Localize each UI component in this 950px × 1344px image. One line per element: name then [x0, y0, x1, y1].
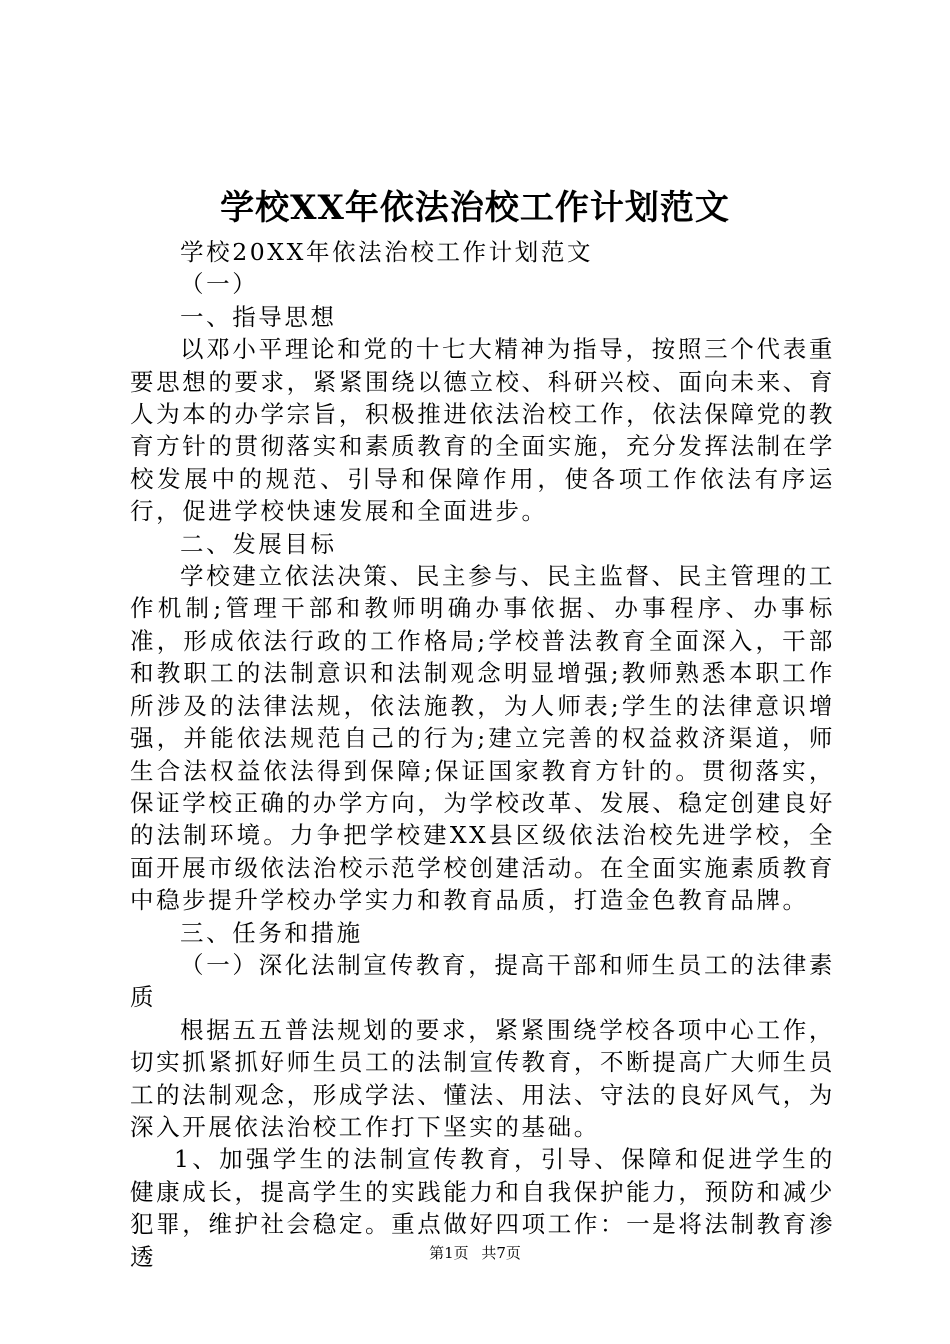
page-number: 第1页	[429, 1244, 469, 1262]
body-paragraph: 1、加强学生的法制宣传教育，引导、保障和促进学生的健康成长，提高学生的实践能力和自我保护能力，预防和减少犯罪，维护社会稳定。重点做好四项工作：一是将法制教育渗透	[130, 1145, 835, 1271]
section-heading: 一、指导思想	[180, 302, 337, 331]
page-footer	[0, 1243, 950, 1263]
document-body	[130, 236, 835, 1273]
page-total: 共7页	[481, 1244, 521, 1262]
body-paragraph: 学校建立依法决策、民主参与、民主监督、民主管理的工作机制;管理干部和教师明确办事依据、办事程序、办事标准，形成依法行政的工作格局;学校普法教育全面深入，干部和教职工的法制意识和法制观念明显增强;教师熟悉本职工作所涉及的法律法规，依法施教，为人师表;学生的法律意识增强，并能依法规范自己的行为;建立完善的权益救济渠道，师生合法权益依法得到保障;保证国家教育方针的。贯彻落实，保证学校正确的办学方向，为学校改革、发展、稳定创建良好的法制环境。力争把学校建XX县区级依法治校先进学校，全面开展市级依法治校示范学校创建活动。在全面实施素质教育中稳步提升学校办学实力和教育品质，打造金色教育品牌。	[130, 562, 835, 915]
subtitle-paragraph: 学校20XX年依法治校工作计划范文	[180, 238, 594, 266]
subsection-heading: （一）深化法制宣传教育，提高干部和师生员工的法律素质	[130, 950, 835, 1012]
body-paragraph: 根据五五普法规划的要求，紧紧围绕学校各项中心工作，切实抓紧抓好师生员工的法制宣传教育，不断提高广大师生员工的法制观念，形成学法、懂法、用法、守法的良好风气，为深入开展依法治校工作打下坚实的基础。	[130, 1015, 835, 1141]
section-heading: 三、任务和措施	[180, 918, 363, 947]
section-heading: 二、发展目标	[180, 529, 337, 558]
section-marker: （一）	[180, 270, 259, 299]
document-title: 学校XX年依法治校工作计划范文	[220, 188, 730, 228]
body-paragraph: 以邓小平理论和党的十七大精神为指导，按照三个代表重要思想的要求，紧紧围绕以德立校、科研兴校、面向未来、育人为本的办学宗旨，积极推进依法治校工作，依法保障党的教育方针的贯彻落实和素质教育的全面实施，充分发挥法制在学校发展中的规范、引导和保障作用，使各项工作依法有序运行，促进学校快速发展和全面进步。	[130, 335, 835, 526]
